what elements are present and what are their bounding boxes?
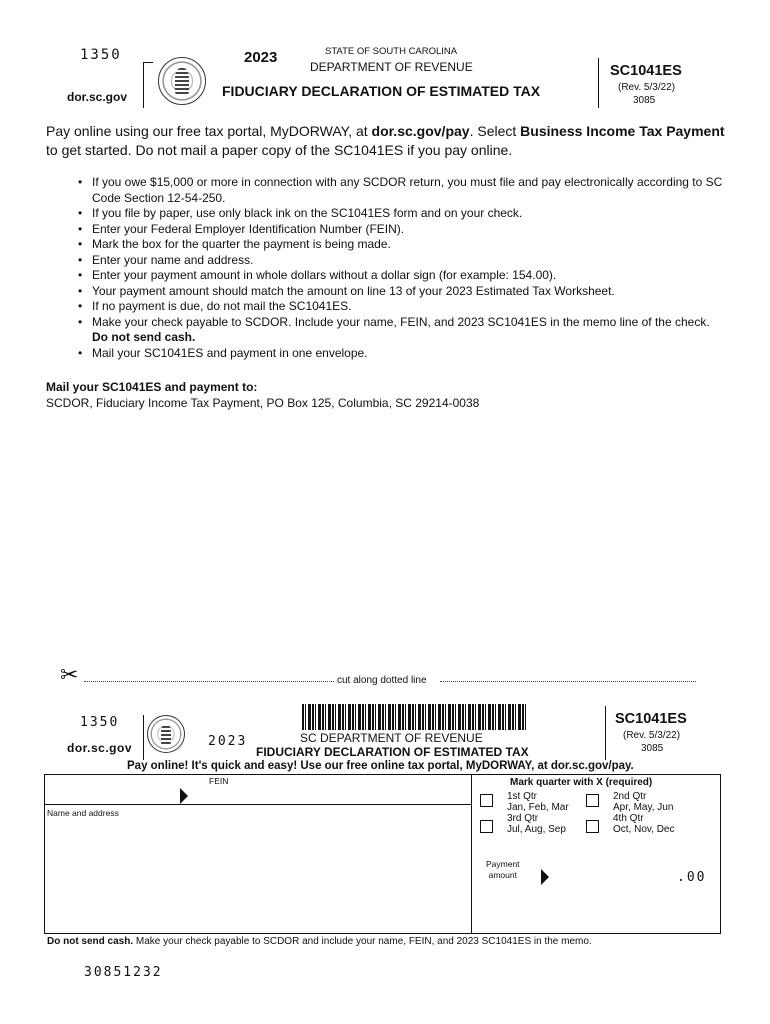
header-form-id: SC1041ES: [610, 63, 682, 79]
instruction-item: • If you file by paper, use only black ink on the SC1041ES form and on your check.: [78, 206, 728, 222]
intro-service: Business Income Tax Payment: [520, 123, 725, 139]
header-website: dor.sc.gov: [67, 90, 128, 104]
quarter-1-label: 1st Qtr Jan, Feb, Mar: [507, 791, 569, 813]
state-seal-icon: [158, 57, 206, 105]
header-title: FIDUCIARY DECLARATION OF ESTIMATED TAX: [222, 83, 541, 99]
name-address-field[interactable]: [47, 820, 467, 930]
payment-arrow-icon: [541, 869, 549, 885]
voucher-year: 2023: [208, 734, 248, 749]
voucher-column-divider: [471, 774, 472, 934]
quarter-2-checkbox[interactable]: [586, 794, 599, 807]
quarter-heading: Mark quarter with X (required): [510, 777, 653, 788]
barcode: [302, 704, 526, 730]
intro-text-2: . Select: [469, 123, 521, 139]
intro-text-1: Pay online using our free tax portal, MyDORWAY, at: [46, 123, 372, 139]
quarter-1-checkbox[interactable]: [480, 794, 493, 807]
voucher-footer-text: Make your check payable to SCDOR and include your name, FEIN, and 2023 SC1041ES in the memo.: [133, 936, 592, 947]
header-rule-left: [143, 62, 153, 63]
name-address-label: Name and address: [47, 808, 119, 818]
header-rev: (Rev. 5/3/22): [618, 82, 676, 93]
quarter-3-checkbox[interactable]: [480, 820, 493, 833]
intro-link[interactable]: dor.sc.gov/pay: [371, 123, 470, 139]
voucher-footer-bold: Do not send cash.: [47, 936, 134, 947]
fein-label: FEIN: [209, 776, 229, 786]
voucher-number: 3085: [641, 743, 664, 754]
payment-label: Payment amount: [486, 859, 520, 880]
header-number: 3085: [633, 95, 656, 106]
instruction-item: • Enter your payment amount in whole dollars without a dollar sign (for example: 154.00).: [78, 268, 728, 284]
instruction-item: • Make your check payable to SCDOR. Include your name, FEIN, and 2023 SC1041ES in the memo line of the check. Do not send cash.: [78, 315, 728, 346]
quarter-2-label: 2nd Qtr Apr, May, Jun: [613, 791, 674, 813]
mail-heading: Mail your SC1041ES and payment to:: [46, 380, 258, 394]
form-code: 1350: [80, 47, 122, 63]
instruction-item: • If you owe $15,000 or more in connection with any SCDOR return, you must file and pay electronically according to SC Code Section 12-54-250.: [78, 175, 728, 206]
mail-address: SCDOR, Fiduciary Income Tax Payment, PO Box 125, Columbia, SC 29214-0038: [46, 396, 480, 410]
pay-online-banner: Pay online! It's quick and easy! Use our free online tax portal, MyDORWAY, at dor.sc.gov/pay.: [127, 760, 634, 772]
intro-text-3: to get started. Do not mail a paper copy of the SC1041ES if you pay online.: [46, 142, 513, 158]
instruction-item: • Your payment amount should match the amount on line 13 of your 2023 Estimated Tax Worksheet.: [78, 284, 728, 300]
voucher-rev: (Rev. 5/3/22): [623, 730, 681, 741]
payment-cents: .00: [677, 870, 707, 885]
fein-arrow-icon: [180, 788, 188, 804]
voucher-divider-left: [143, 715, 144, 760]
voucher-footer: [47, 936, 592, 947]
header-year: 2023: [244, 49, 278, 66]
header-divider-left: [143, 62, 144, 108]
intro-paragraph: [46, 122, 726, 160]
scan-code: 30851232: [84, 965, 163, 980]
cut-dotted-line-left: [84, 681, 334, 682]
cut-dotted-line-right: [440, 681, 696, 682]
voucher-form-code: 1350: [80, 715, 120, 730]
instruction-item: • Mail your SC1041ES and payment in one envelope.: [78, 346, 728, 362]
voucher-divider-right: [605, 706, 606, 760]
cut-label: cut along dotted line: [337, 675, 427, 686]
fein-field[interactable]: [195, 784, 465, 802]
header-department: DEPARTMENT OF REVENUE: [310, 60, 473, 74]
instruction-item: • Enter your name and address.: [78, 253, 728, 269]
quarter-4-label: 4th Qtr Oct, Nov, Dec: [613, 813, 675, 835]
voucher-form-id: SC1041ES: [615, 711, 687, 727]
fein-name-divider: [44, 804, 472, 805]
instruction-item: • Mark the box for the quarter the payment is being made.: [78, 237, 728, 253]
voucher-seal-icon: [147, 715, 185, 753]
instruction-item: • Enter your Federal Employer Identification Number (FEIN).: [78, 222, 728, 238]
header-divider-right: [598, 58, 599, 108]
voucher-website: dor.sc.gov: [67, 741, 133, 755]
instruction-list: [78, 175, 728, 361]
quarter-3-label: 3rd Qtr Jul, Aug, Sep: [507, 813, 566, 835]
quarter-4-checkbox[interactable]: [586, 820, 599, 833]
scissors-icon: ✂: [60, 662, 79, 687]
voucher-department: SC DEPARTMENT OF REVENUE: [300, 731, 483, 745]
instruction-item: • If no payment is due, do not mail the SC1041ES.: [78, 299, 728, 315]
voucher-title: FIDUCIARY DECLARATION OF ESTIMATED TAX: [256, 745, 529, 759]
payment-amount-field[interactable]: [555, 866, 665, 886]
header-state: STATE OF SOUTH CAROLINA: [325, 46, 458, 57]
